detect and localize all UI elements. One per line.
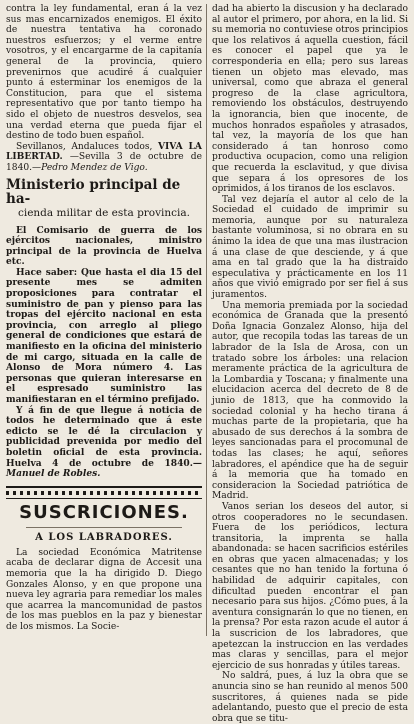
subscriptions-body: La sociedad Económica Matritense acaba de declarar digna de Accesit una memoria que la ha dirigido D. Diego Gonzales Alonso, y en que propone una nueva ley agraria para remediar los males que acarrea la mancomunidad de pastos de los mas pueblos en la paz y bienestar de los mismos. La Socie- bbox=[6, 547, 202, 632]
title-rule bbox=[26, 527, 182, 528]
signature-name: Pedro Mendez de Vigo. bbox=[41, 162, 148, 173]
article-paragraph-2: Tal vez dejaría el autor al celo de la Sociedad el cuidado de imprimir su memoria, aunque por su naturaleza bastante voluminosa, si no obrara en su ánimo la idea de que una mas ilustracion á una clase de que desciende, y á que ama en tal grado que la ha distraido especulativa y prácticamente en los 11 años que vivió emigrado por ser fiel á sus juramentos. bbox=[212, 194, 408, 301]
article-paragraph-1: dad ha abierto la discusion y ha declarado al autor el primero, por ahora, en la lid. Si su memoria no contuviese otros principios que los relativos á aquella cuestion, fácil es conocer el papel que ya le corresponderia en ella; pero sus lareas tienen un objeto mas elevado, mas universal, como que abraza el general progreso de la clase agricultora, removiendo los obstáculos, destruyendo la ignorancia, bien que inocente, de muchos honrados españoles y atrasados, tal vez, la mayoría de los que han considerado á tan honroso como productiva ocupacion, como una religion que recuerda la esclavitud, y que divisa que separa á los opresores de los oprimidos, á los tiranos de los esclavos. bbox=[212, 4, 408, 195]
right-column bbox=[212, 4, 408, 724]
article-paragraph-4: Vanos serian los deseos del autor, si otros cooperadores no le secundasen. Fuera de los periódicos, lectura transitoria, la imprenta se halla abandonada: se hacen sacrificios estériles en obras que yacen almacenadas; y los cesantes que no han tenido la fortuna ó habilidad de adquirir capitales, con dificultad pueden encontrar el pan necesario para sus hijos. ¿Cómo pues, á la aventura consignarán lo que no tienen, en la prensa? Por esta razon acude el autor á la suscricion de los labradores, que apetezcan la instruccion en las verdades mas claras y sencillas, para el mejor ejercicio de sus honradas y útiles tareas. bbox=[212, 501, 408, 671]
column-divider bbox=[206, 4, 207, 636]
ornamental-divider bbox=[6, 486, 202, 499]
signature-greeting: Sevillanos, Andaluces todos, bbox=[16, 141, 153, 152]
signature-motto: VIVA LA LIBERTAD. bbox=[6, 140, 202, 163]
subscriptions-title: SUSCRICIONES. bbox=[19, 501, 189, 523]
notice-closing-text: Y á fin de que llegue á noticia de todos he determinado que á este edicto se le dé la circulacion y publicidad prevenida por medio del boletin oficial de esta provincia. Huelva 4 de octubre de bbox=[6, 404, 202, 469]
notice-signature: Manuel de Robles. bbox=[6, 468, 101, 480]
notice-date: 1840.— bbox=[164, 457, 203, 469]
proclamation-text: contra la ley fundamental, eran á la vez sus mas encarnizados enemigos. El éxito de nuestra tentativa ha coronado nuestros esfuerzos; y el verme entre vosotros, y el encargarme de la capitanía general de la provincia, quiero prevenirnos que acudiré á cualquier punto á esterminar los enemigos de la Constitucion, para que el sistema representativo que por tanto tiempo ha sido el objeto de nuestros desvelos, sea una verdad eterna que pueda fijar el destino de todo buen español. bbox=[6, 4, 202, 142]
section-heading bbox=[6, 178, 202, 220]
subscriptions-subtitle: A LOS LABRADORES. bbox=[35, 531, 173, 543]
signature-date: —Sevilla 3 de octubre de 1840.— bbox=[6, 152, 202, 173]
notice-closing bbox=[6, 406, 202, 480]
left-column bbox=[6, 4, 202, 640]
notice-body: Hace saber: Que hasta el dia 15 del presente mes se admiten proposiciones para contratar el suministro de pan y pienso para las tropas del ejército nacional en esta provincia, con arreglo al pliego general de condiciones que estará de manifiesto en la oficina del ministerio de mi cargo, situada en la calle de Alonso de Mora número 4. Las personas que quieran interesarse en el espresado suministro las manifiestaran en el término prefijado. bbox=[6, 266, 202, 405]
article-paragraph-3: Una memoria premiada por la sociedad económica de Granada que la presentó Doña Ignacia Gonzalez Alonso, hija del autor, que recopila todas las tareas de un labrador de la Isla de Arosa, con un tratado sobre los árboles: una relacion meramente práctica de la agricultura de la Lombardia y Toscana; y finalmente una elucidacion acerca del decreto de 8 de junio de 1813, que ha conmovido la sociedad colonial y ha hecho tirana á muchas parte de la propietaria, que ha abusado de sus derechos á la sombra de leyes sancionadas para el procomunal de todas las clases; he aquí, señores labradores, el apéndice que ha de seguir á la memoria que ha tomado en consideracion la Sociedad patriótica de Madrid. bbox=[212, 300, 408, 502]
section-heading-line2: cienda militar de esta provincia. bbox=[17, 206, 191, 219]
article-paragraph-5: No saldrá, pues, á luz la obra que se anuncia sino se han reunido al menos 500 suscritores, á quienes nada se pide adelantando, puesto que el precio de esta obra que se titu- bbox=[212, 671, 408, 724]
proclamation-signature bbox=[6, 142, 202, 174]
section-heading-line1: Ministerio principal de ha- bbox=[6, 176, 181, 207]
notice-heading: El Comisario de guerra de los ejércitos nacionales, ministro principal de la provincia de Huelva etc. bbox=[6, 224, 202, 268]
